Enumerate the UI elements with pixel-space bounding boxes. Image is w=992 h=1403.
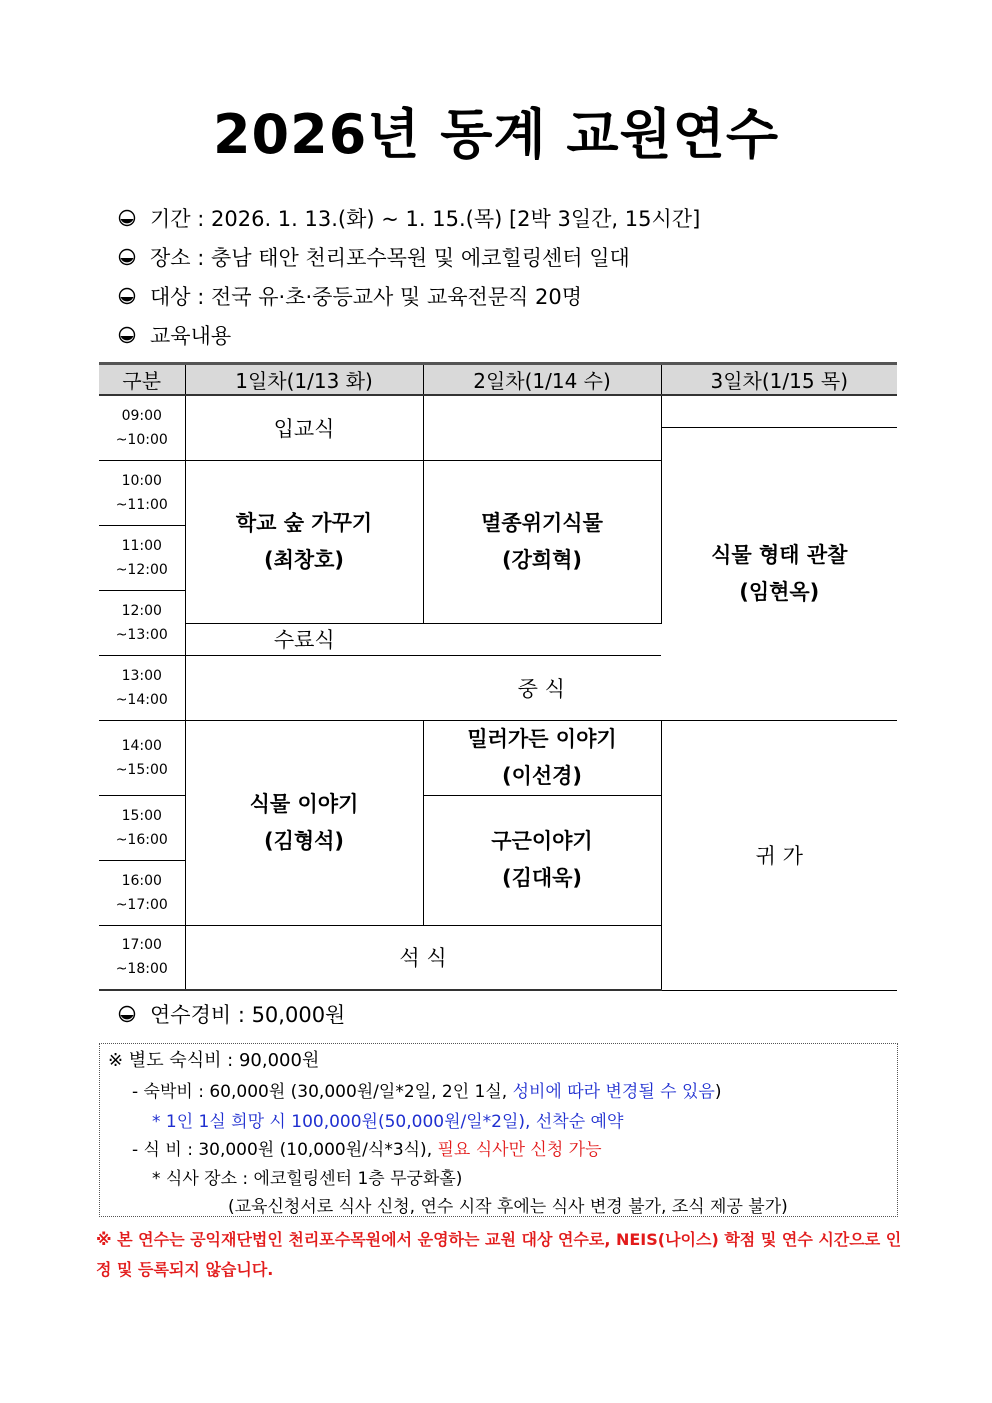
fee-text: 연수경비 : 50,000원 bbox=[150, 1003, 346, 1027]
credit-warning: ※ 본 연수는 공익재단법인 천리포수목원에서 운영하는 교원 대상 연수로, NEIS(나이스) 학점 및 연수 시간으로 인정 및 등록되지 않습니다. bbox=[96, 1230, 902, 1279]
empty-cell bbox=[423, 395, 661, 460]
note-lodging: - 숙박비 : 60,000원 (30,000원/일*2일, 2인 1실, 성비에 따라 변경될 수 있음) bbox=[132, 1082, 722, 1102]
opening-ceremony: 입교식 bbox=[185, 395, 423, 460]
school-forest-session: 학교 숲 가꾸기 (최창호) bbox=[185, 460, 423, 623]
time-slot: 17:00 ~18:00 bbox=[99, 925, 185, 990]
notes-box bbox=[99, 1043, 898, 1217]
time-slot: 15:00 ~16:00 bbox=[99, 795, 185, 860]
time-slot: 14:00 ~15:00 bbox=[99, 720, 185, 795]
dinner: 석 식 bbox=[185, 925, 661, 990]
plant-form-session: 식물 형태 관찰 (임현옥) bbox=[661, 427, 897, 720]
info-place-text: 장소 : 충남 태안 천리포수목원 및 에코힐링센터 일대 bbox=[150, 246, 630, 270]
note-single-room: * 1인 1실 희망 시 100,000원(50,000원/일*2일), 선착순 예약 bbox=[152, 1112, 624, 1132]
header-day2: 2일차(1/14 수) bbox=[423, 364, 661, 396]
time-slot: 12:00 ~13:00 bbox=[99, 590, 185, 655]
bullet-circle-icon bbox=[118, 1005, 136, 1023]
miller-garden-session: 밀러가든 이야기 (이선경) bbox=[423, 720, 661, 795]
empty-cell bbox=[661, 395, 897, 427]
info-content bbox=[118, 320, 231, 350]
info-period bbox=[118, 203, 700, 233]
note-meals: - 식 비 : 30,000원 (10,000원/식*3식), 필요 식사만 신청 가능 bbox=[132, 1140, 602, 1160]
info-target-text: 대상 : 전국 유·초·중등교사 및 교육전문직 20명 bbox=[150, 285, 583, 309]
bulb-story-session: 구근이야기 (김대욱) bbox=[423, 795, 661, 925]
fee-line bbox=[118, 999, 345, 1029]
note-meal-policy: (교육신청서로 식사 신청, 연수 시작 후에는 식사 변경 불가, 조식 제공 불가) bbox=[228, 1197, 788, 1217]
header-day3: 3일차(1/15 목) bbox=[661, 364, 897, 396]
endangered-plants-session: 멸종위기식물 (강희혁) bbox=[423, 460, 661, 623]
schedule-header-row bbox=[99, 364, 897, 396]
schedule-table bbox=[99, 362, 897, 991]
info-target bbox=[118, 281, 582, 311]
time-slot: 13:00 ~14:00 bbox=[99, 655, 185, 720]
return-home: 귀 가 bbox=[661, 720, 897, 990]
time-slot: 11:00 ~12:00 bbox=[99, 525, 185, 590]
note-meal-place: * 식사 장소 : 에코힐링센터 1층 무궁화홀) bbox=[152, 1169, 463, 1189]
bullet-circle-icon bbox=[118, 287, 136, 305]
time-slot: 09:00 ~10:00 bbox=[99, 395, 185, 460]
plant-story-session: 식물 이야기 (김형석) bbox=[185, 720, 423, 925]
info-place bbox=[118, 242, 630, 272]
header-day1: 1일차(1/13 화) bbox=[185, 364, 423, 396]
bullet-circle-icon bbox=[118, 209, 136, 227]
header-category: 구분 bbox=[99, 364, 185, 396]
bullet-circle-icon bbox=[118, 326, 136, 344]
info-content-text: 교육내용 bbox=[150, 324, 232, 348]
page-title: 2026년 동계 교원연수 bbox=[212, 103, 780, 166]
closing-ceremony: 수료식 bbox=[185, 623, 423, 655]
info-period-text: 기간 : 2026. 1. 13.(화) ~ 1. 15.(목) [2박 3일간, 15시간] bbox=[150, 207, 701, 231]
lunch: 중 식 bbox=[185, 655, 897, 720]
bullet-circle-icon bbox=[118, 248, 136, 266]
note-lodging-total: ※ 별도 숙식비 : 90,000원 bbox=[108, 1050, 320, 1071]
time-slot: 10:00 ~11:00 bbox=[99, 460, 185, 525]
time-slot: 16:00 ~17:00 bbox=[99, 860, 185, 925]
